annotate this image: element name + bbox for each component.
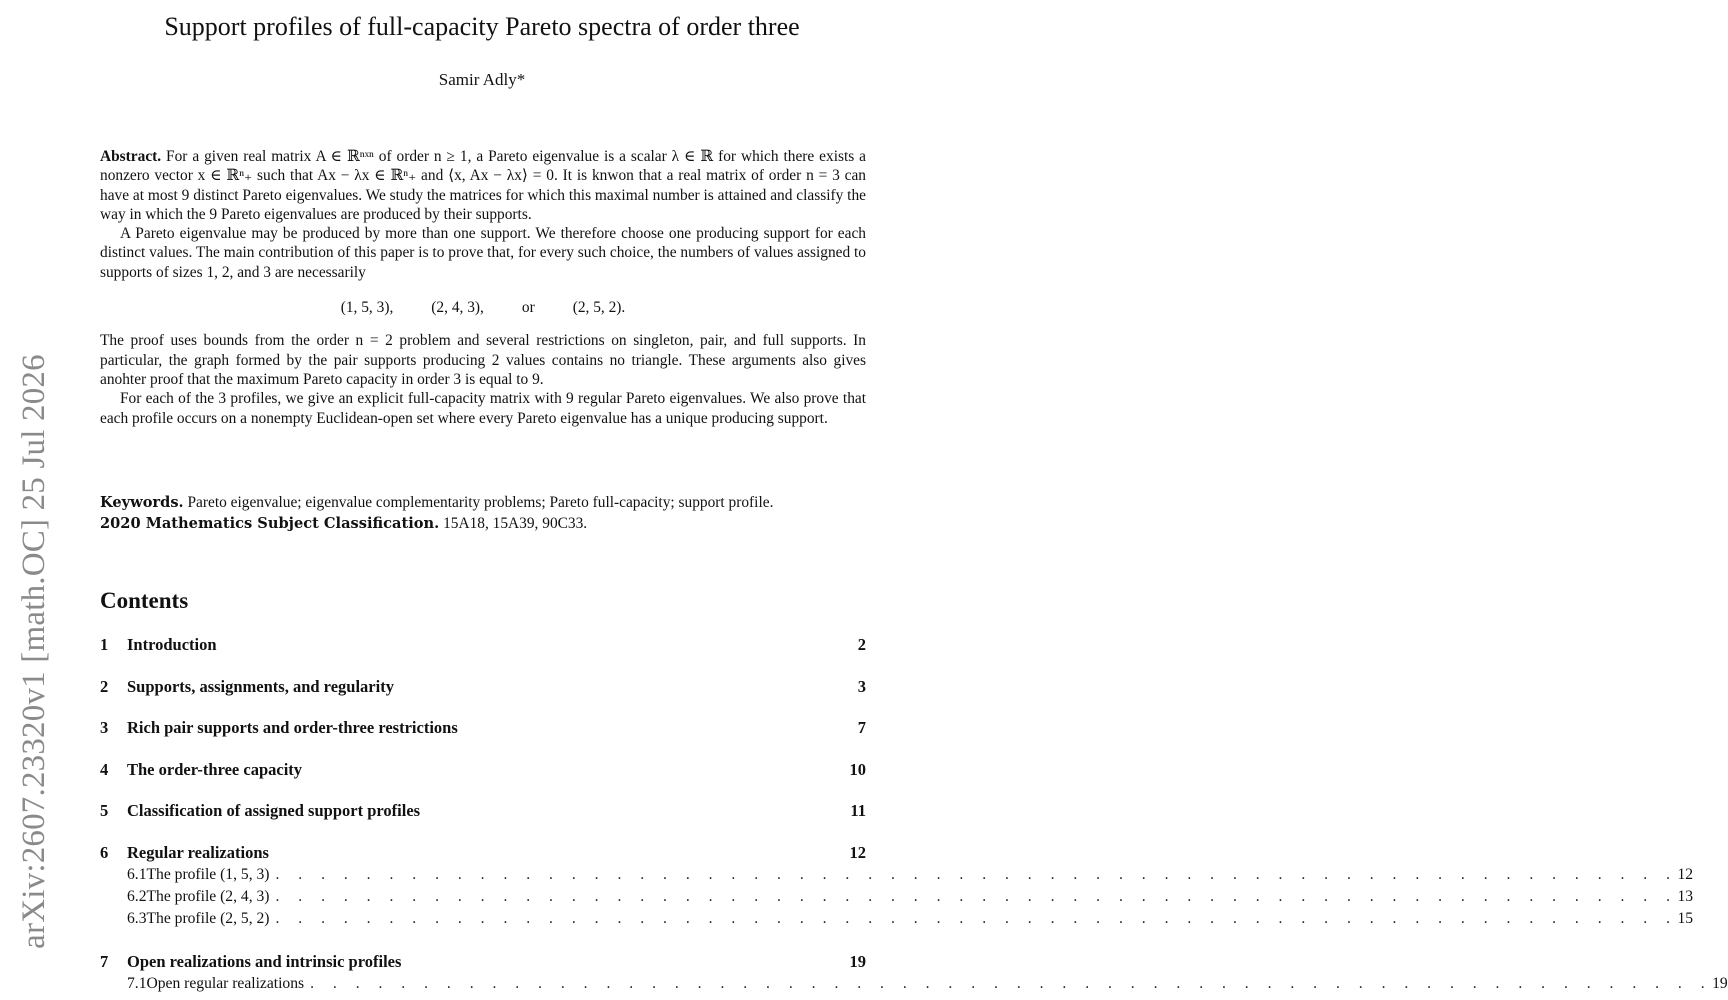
toc-subsection-6-3[interactable] — [127, 910, 1694, 930]
toc-section-7[interactable] — [100, 952, 866, 974]
toc-subsection-number: 6.3 — [127, 910, 147, 927]
abstract-paragraph-3: The proof uses bounds from the order n = 2 problem and several restrictions on singleton, pair, and full supports. In particular, the graph formed by the pair supports producing 2 values contains no triangle. These arguments also gives anohter proof that the maximum Pareto capacity in order 3 is equal to 9. — [100, 332, 866, 388]
profile-tuples — [100, 298, 866, 317]
toc-section-number: 7 — [100, 952, 109, 971]
profile-tuple-2: (2, 4, 3), — [431, 299, 484, 317]
keywords-label: Keywords. — [100, 494, 184, 511]
keywords-text: Pareto eigenvalue; eigenvalue complementarity problems; Pareto full-capacity; support profile. — [187, 494, 774, 511]
toc-leader-dots: . . . . . . . . . . . . . . . . . . . . . . . . . . . . . . . . . . . . . . . . . . . . . . . . . . . . . . . . . . . . . . — [275, 910, 1678, 927]
toc-section-page: 10 — [849, 760, 866, 779]
toc-section-5[interactable] — [100, 801, 866, 823]
toc-subsection-page: 12 — [1677, 866, 1694, 883]
keywords-block — [100, 492, 866, 534]
toc-section-1[interactable] — [100, 635, 866, 657]
toc-subsection-page: 13 — [1677, 888, 1694, 905]
profile-tuple-3: (2, 5, 2). — [572, 299, 626, 317]
keywords-line — [100, 492, 866, 513]
abstract-paragraph-1 — [100, 147, 866, 224]
toc-section-6[interactable] — [100, 843, 866, 865]
abstract-paragraph-4: For each of the 3 profiles, we give an explicit full-capacity matrix with 9 regular Pareto eigenvalues. We also prove that each profile occurs on a nonempty Euclidean-open set where every Pareto eigenvalue has a unique producing support. — [100, 390, 866, 427]
toc-subsection-title: The profile (2, 4, 3) — [146, 888, 270, 905]
toc-section-number: 3 — [100, 718, 109, 737]
toc-section-number: 5 — [100, 801, 109, 820]
toc-subsection-page: 19 — [1712, 975, 1728, 992]
profile-tuple-or: or — [521, 299, 535, 317]
toc-leader-dots: . . . . . . . . . . . . . . . . . . . . . . . . . . . . . . . . . . . . . . . . . . . . . . . . . . . . . . . . . . . . . . — [310, 975, 1713, 992]
abstract-paragraph-2: A Pareto eigenvalue may be produced by more than one support. We therefore choose one producing support for each distinct values. The main contribution of this paper is to prove that, for every such choice, the numbers of values assigned to supports of sizes 1, 2, and 3 are necessarily — [100, 225, 866, 281]
toc-section-number: 4 — [100, 760, 109, 779]
toc-section-page: 2 — [857, 635, 866, 654]
abstract — [100, 147, 866, 428]
toc-leader-dots: . . . . . . . . . . . . . . . . . . . . . . . . . . . . . . . . . . . . . . . . . . . . . . . . . . . . . . . . . . . . . . — [275, 888, 1678, 905]
paper-author: Samir Adly* — [438, 70, 526, 89]
abstract-label: Abstract. — [100, 148, 162, 165]
toc-subsection-7-1[interactable] — [127, 975, 1728, 995]
contents-heading: Contents — [100, 588, 189, 613]
toc-section-title: Open realizations and intrinsic profiles — [127, 952, 402, 971]
toc-leader-dots: . . . . . . . . . . . . . . . . . . . . . . . . . . . . . . . . . . . . . . . . . . . . . . . . . . . . . . . . . . . . . . — [275, 866, 1678, 883]
toc-subsection-6-2[interactable] — [127, 888, 1694, 908]
msc-line — [100, 513, 866, 534]
toc-section-page: 7 — [857, 718, 866, 737]
toc-subsection-number: 6.2 — [127, 888, 147, 905]
toc-section-page: 3 — [857, 677, 866, 696]
toc-section-page: 19 — [849, 952, 866, 971]
toc-section-number: 2 — [100, 677, 109, 696]
toc-section-2[interactable] — [100, 677, 866, 699]
toc-section-title: Introduction — [127, 635, 217, 654]
toc-section-page: 12 — [849, 843, 866, 862]
toc-section-title: Regular realizations — [127, 843, 269, 862]
toc-section-title: The order-three capacity — [127, 760, 303, 779]
toc-subsection-title: The profile (1, 5, 3) — [146, 866, 270, 883]
toc-section-page: 11 — [850, 801, 866, 820]
abstract-text-1: For a given real matrix A ∈ ℝⁿˣⁿ of order n ≥ 1, a Pareto eigenvalue is a scalar λ ∈ ℝ for which there exists a nonzero vector x ∈ ℝⁿ₊ such that Ax − λx ∈ ℝⁿ₊ and ⟨x, Ax − λx⟩ = 0. It is knwon that a real matrix of order n = 3 can have at most 9 distinct Pareto eigenvalues. We study the matrices for which this maximal number is attained and classify the way in which the 9 Pareto eigenvalues are produced by their supports. — [100, 148, 866, 223]
toc-section-number: 6 — [100, 843, 109, 862]
toc-section-number: 1 — [100, 635, 109, 654]
toc-section-title: Classification of assigned support profiles — [127, 801, 421, 820]
toc-subsection-page: 15 — [1677, 910, 1694, 927]
toc-subsection-title: Open regular realizations — [146, 975, 305, 992]
toc-section-3[interactable] — [100, 718, 866, 740]
toc-section-title: Supports, assignments, and regularity — [127, 677, 394, 696]
profile-tuple-1: (1, 5, 3), — [340, 299, 394, 317]
toc-subsection-number: 6.1 — [127, 866, 147, 883]
paper-title: Support profiles of full-capacity Pareto spectra of order three — [164, 12, 800, 41]
toc-subsection-title: The profile (2, 5, 2) — [146, 910, 270, 927]
arxiv-watermark — [12, 343, 56, 960]
arxiv-identifier: arXiv:2607.23320v1 [math.OC] 25 Jul 2026 — [15, 354, 52, 949]
toc-subsection-number: 7.1 — [127, 975, 147, 992]
toc-section-title: Rich pair supports and order-three restrictions — [127, 718, 458, 737]
msc-text: 15A18, 15A39, 90C33. — [443, 515, 588, 532]
toc-subsection-6-1[interactable] — [127, 866, 1694, 886]
msc-label: 2020 Mathematics Subject Classification. — [100, 515, 440, 532]
toc-section-4[interactable] — [100, 760, 866, 782]
